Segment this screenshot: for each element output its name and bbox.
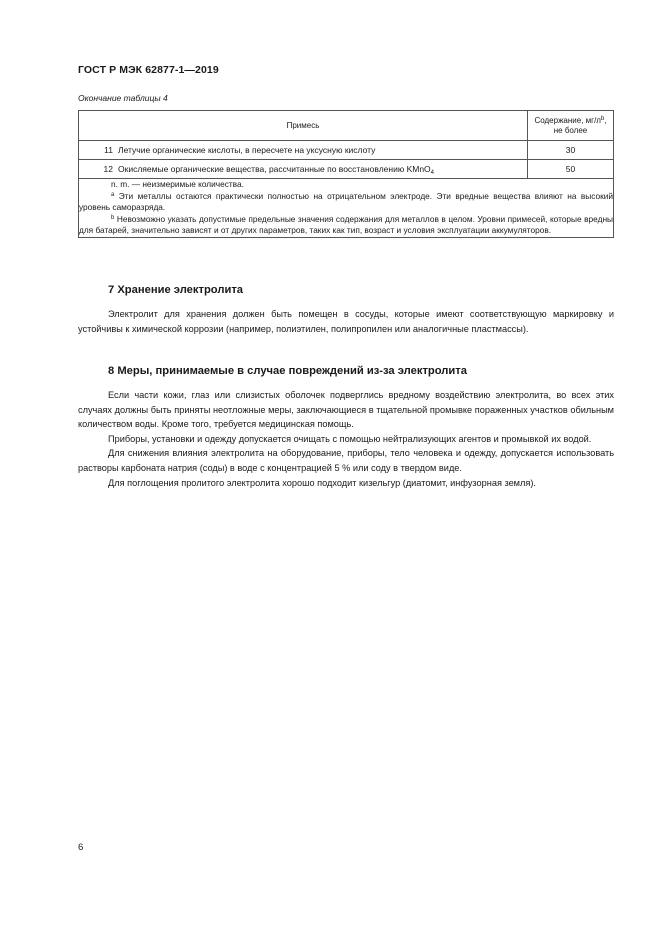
table-cell-value: 50 [528, 160, 614, 179]
column-header-content [528, 111, 614, 141]
paragraph: Приборы, установки и одежду допускается очищать с помощью нейтрализующих агентов и промывкой их водой. [108, 433, 592, 444]
impurity-name: Летучие органические кислоты, в пересчете на уксусную кислоту [118, 145, 376, 155]
footnote-a [79, 191, 613, 214]
page-number: 6 [78, 842, 84, 853]
column-header-content-line2: не более [553, 125, 588, 135]
column-header-content-line1: Содержание, мг/л [534, 115, 601, 125]
table-header-row [79, 111, 614, 141]
section-8-body [78, 388, 614, 490]
impurity-name: Окисляемые органические вещества, рассчитанные по восстановлению KMnO [118, 164, 431, 174]
note-nm: n. m. — неизмеримые количества. [111, 179, 244, 189]
document-header: ГОСТ Р МЭК 62877-1—2019 [78, 64, 219, 76]
section-8-title: 8 Меры, принимаемые в случае повреждений из-за электролита [108, 365, 467, 377]
table-row [79, 141, 614, 160]
column-header-impurity: Примесь [79, 111, 528, 141]
table-cell-impurity [79, 141, 528, 160]
formula-subscript: 4 [430, 170, 434, 176]
footnote-a-text: Эти металлы остаются практически полностью на отрицательном электроде. Эти вредные вещества влияют на высокий уровень саморазряда. [79, 190, 613, 213]
footnote-b-marker: b [600, 115, 605, 122]
paragraph: Если части кожи, глаз или слизистых оболочек подверглись вредному воздействию электролита, во всех этих случаях должны быть приняты неотложные меры, заключающиеся в тщательной промывке пораженных участков обильным количеством воды. Кроме того, требуется медицинская помощь. [78, 390, 614, 430]
paragraph: Для снижения влияния электролита на оборудование, приборы, тело человека и одежду, допускается использовать растворы карбоната натрия (соды) в воде с концентрацией 5 % или соду в твердом виде. [78, 448, 614, 473]
footnote-b-marker: b [111, 214, 115, 221]
paragraph: Электролит для хранения должен быть помещен в сосуды, которые имеют соответствующую маркировку и устойчивы к химической коррозии (например, полиэтилен, полипропилен или аналогичные пластмассы). [78, 309, 614, 334]
row-number: 11 [104, 145, 113, 155]
table-row [79, 160, 614, 179]
section-7-body [78, 307, 614, 336]
footnote-a-marker: a [111, 191, 115, 198]
table-cell-value: 30 [528, 141, 614, 160]
impurities-table [78, 110, 614, 238]
column-header-comma: , [604, 115, 607, 125]
table-notes-row [79, 179, 614, 238]
row-number: 12 [103, 164, 113, 174]
section-7-title: 7 Хранение электролита [108, 284, 244, 296]
paragraph: Для поглощения пролитого электролита хорошо подходит кизельгур (диатомит, инфузорная земля). [108, 477, 536, 488]
footnote-b-text: Невозможно указать допустимые предельные значения содержания для металлов в целом. Уровни примесей, которые вредны для батарей, значительно зависят и от других параметров, таких как тип, возраст и условия эксплуатации аккумуляторов. [79, 213, 613, 236]
table-caption: Окончание таблицы 4 [78, 93, 168, 103]
table-notes [79, 179, 614, 238]
footnote-b [79, 214, 613, 237]
table-cell-impurity [79, 160, 528, 179]
